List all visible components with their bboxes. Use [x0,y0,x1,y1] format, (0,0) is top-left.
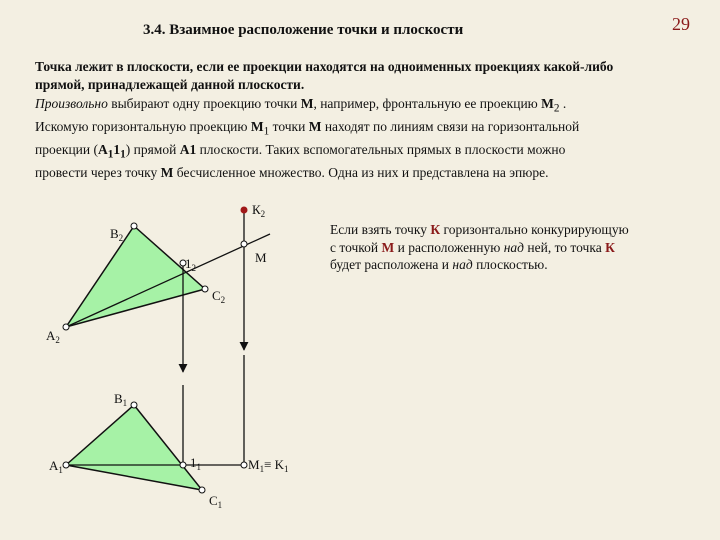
intro-point-m1: М [250,118,264,134]
intro-text: находят по линиям связи на горизонтальной [321,118,580,134]
point-11 [180,462,186,468]
intro-text: ) прямой [125,141,180,157]
side-italic-over: над [503,239,525,255]
intro-subscript: 1 [263,125,270,138]
intro-subscript: 1 [120,148,126,161]
point-a2 [63,324,69,330]
intro-text: выбирают одну проекцию точки [107,95,301,111]
intro-text: точки [269,118,309,134]
intro-point-a1: А [98,141,108,157]
label-m: M [255,250,267,265]
point-b1 [131,402,137,408]
point-m1 [241,462,247,468]
intro-subscript: 2 [553,102,560,115]
intro-text: . [559,95,567,111]
intro-line-2: прямой, принадлежащей данной плоскости. [35,77,305,93]
intro-text: провести через точку [35,164,161,180]
label-a1: $A_1$ [49,458,63,475]
label-11: $1_1$ [190,455,201,472]
label-b1: $B_1$ [114,391,128,408]
label-12: $1_2$ [185,256,196,273]
intro-subscript: 1 [107,148,114,161]
side-text: и расположенную [394,239,504,255]
point-k2 [241,207,248,214]
label-c1: $C_1$ [209,493,223,510]
intro-text: бесчисленное множество. Одна из них и представлена на эпюре. [173,164,549,180]
side-text: будет расположена и [330,257,453,272]
label-c2: $C_2$ [212,288,226,305]
page-number: 29 [672,14,690,34]
point-c1 [199,487,205,493]
side-text: с точкой [330,239,382,255]
side-text: горизонтально конкурирующую [440,222,629,237]
point-c2 [202,286,208,292]
intro-point-m2: М [541,95,554,111]
side-italic-over: над [452,257,473,272]
horizontal-triangle [66,405,202,490]
side-point-m: М [381,239,395,255]
intro-text: Искомую горизонтальную проекцию [35,118,251,134]
intro-italic-word: Произвольно [35,95,108,111]
side-point-k: К [430,222,441,237]
intro-text: , например, фронтальную ее проекцию [313,95,542,111]
side-text: ней, то точка [524,239,606,255]
side-point-k: К [605,239,615,255]
point-b2 [131,223,137,229]
intro-text: проекции ( [35,141,98,157]
point-a1 [63,462,69,468]
label-m1-k1: $M_1\equiv K_1$ [248,457,289,474]
side-text: плоскостью. [472,257,548,272]
side-text: Если взять точку [330,222,431,237]
intro-point-m: М [300,95,314,111]
intro-text: плоскости. Таких вспомогательных прямых в плоскости можно [196,141,566,157]
intro-line-1: Точка лежит в плоскости, если ее проекции находятся на одноименных проекциях какой-либо [35,59,614,74]
label-a2: $A_2$ [46,328,60,345]
frontal-triangle [66,226,205,327]
intro-point-m: М [160,164,174,180]
page-title: 3.4. Взаимное расположение точки и плоскости [143,22,464,38]
intro-point-m: М [308,118,322,134]
intro-line-a1: А1 [179,141,197,157]
intro-point-11: 1 [113,141,121,157]
point-m2 [241,241,247,247]
label-b2: $B_2$ [110,226,124,243]
label-k2: $К_2$ [252,202,266,219]
